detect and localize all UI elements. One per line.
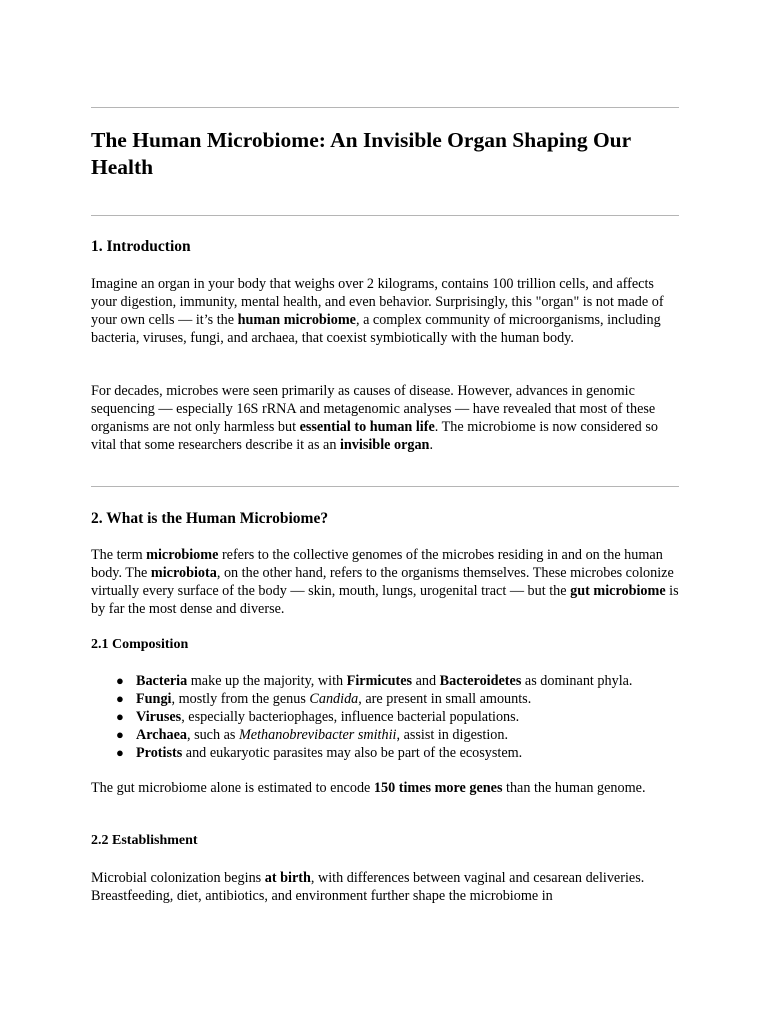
bullet-icon: ● <box>116 691 124 706</box>
intro-paragraph-1: Imagine an organ in your body that weighs over 2 kilograms, contains 100 trillion cells, and affects your digestion, immunity, mental health, and even behavior. Surprisingly, this "organ" is not made of your own cells — it’s the human microbiome, a complex community of microorganisms, including bacteria, viruses, fungi, and archaea, that coexist symbiotically with the human body. <box>91 276 664 346</box>
heading-establishment: 2.2 Establishment <box>91 833 198 848</box>
list-item: ● Viruses, especially bacteriophages, influence bacterial populations. <box>116 709 520 725</box>
divider-after-title <box>91 215 679 216</box>
composition-list <box>91 672 679 762</box>
list-item: ● Fungi, mostly from the genus Candida, are present in small amounts. <box>116 691 532 707</box>
establishment-paragraph-1: Microbial colonization begins at birth, with differences between vaginal and cesarean deliveries. Breastfeeding, diet, antibiotics, and environment further shape the microbiome in <box>91 870 645 904</box>
bullet-icon: ● <box>116 709 124 724</box>
intro-paragraph-2: For decades, microbes were seen primarily as causes of disease. However, advances in genomic sequencing — especially 16S rRNA and metagenomic analyses — have revealed that most of these organisms are not only harmless but essential to human life. The microbiome is now considered so vital that some researchers describe it as an invisible organ. <box>91 383 658 453</box>
list-item: ● Archaea, such as Methanobrevibacter smithii, assist in digestion. <box>116 727 509 743</box>
heading-composition: 2.1 Composition <box>91 637 189 652</box>
heading-introduction: 1. Introduction <box>91 238 191 255</box>
list-item: ● Protists and eukaryotic parasites may also be part of the ecosystem. <box>116 745 523 761</box>
heading-what-is-microbiome: 2. What is the Human Microbiome? <box>91 510 329 527</box>
composition-summary: The gut microbiome alone is estimated to encode 150 times more genes than the human genome. <box>91 780 646 796</box>
what-paragraph-1: The term microbiome refers to the collective genomes of the microbes residing in and on the human body. The microbiota, on the other hand, refers to the organisms themselves. These microbes colonize virtually every surface of the body — skin, mouth, lungs, urogenital tract — but the gut microbiome is by far the most dense and diverse. <box>91 547 679 617</box>
divider-section-2 <box>91 486 679 487</box>
list-item: ● Bacteria make up the majority, with Firmicutes and Bacteroidetes as dominant phyla. <box>116 673 633 689</box>
document-title: The Human Microbiome: An Invisible Organ Shaping Our Health <box>91 128 631 179</box>
bullet-icon: ● <box>116 727 124 742</box>
divider-top <box>91 107 679 108</box>
bullet-icon: ● <box>116 745 124 760</box>
bullet-icon: ● <box>116 673 124 688</box>
